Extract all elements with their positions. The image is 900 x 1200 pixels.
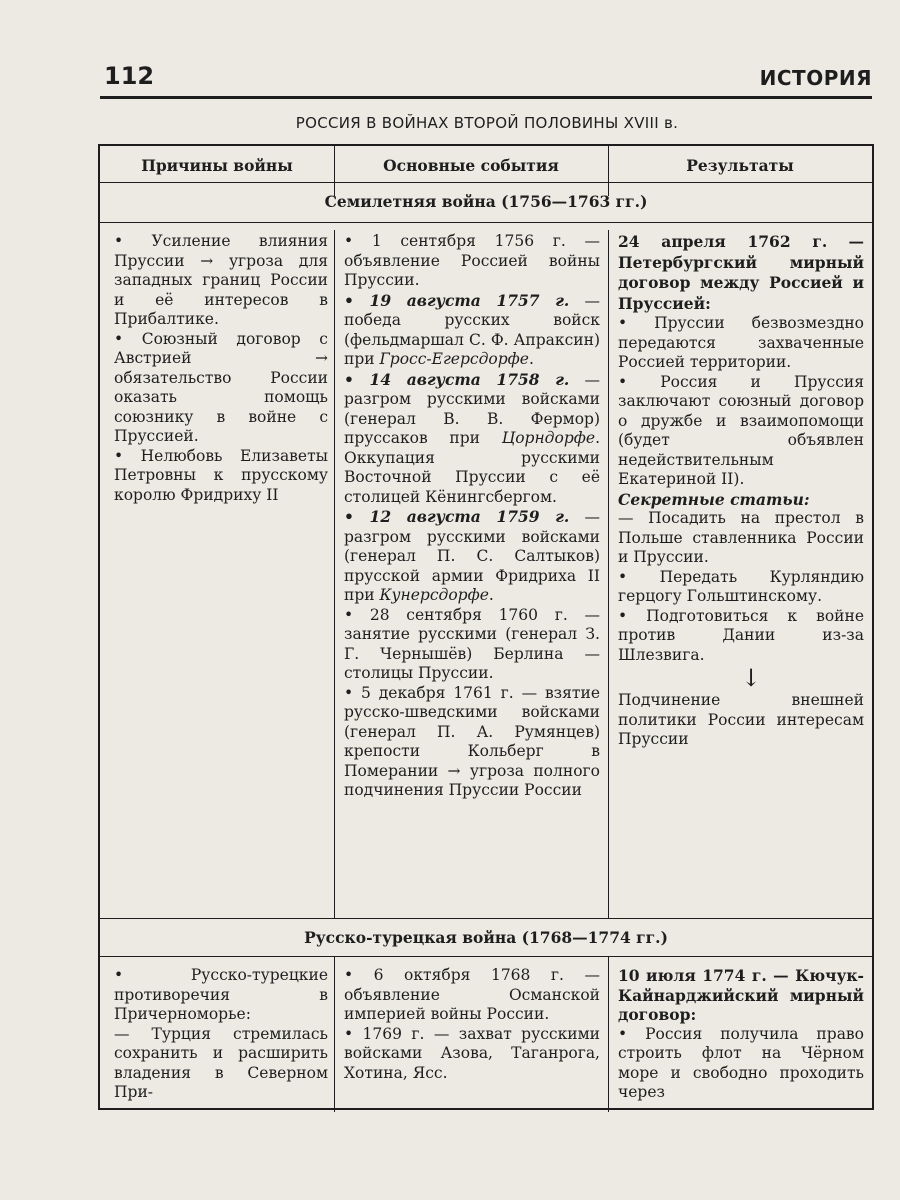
history-table bbox=[98, 144, 874, 1110]
cause-item: • Русско-турецкие противоречия в Причерноморье: bbox=[114, 966, 328, 1023]
causes-cell bbox=[114, 966, 328, 1103]
section-title: ИСТОРИЯ bbox=[759, 66, 872, 90]
events-cell bbox=[344, 232, 600, 801]
results-cell bbox=[618, 232, 864, 750]
event-item: • 6 октября 1768 г. — объявление Османской империей войны России. bbox=[344, 966, 600, 1023]
event-item: • 14 августа 1758 г. — разгром русскими войсками (генерал В. В. Фермор) пруссаков при Цорндорфе. Оккупация русскими Восточной Пруссии с её столицей Кёнингсбергом. bbox=[344, 369, 600, 506]
down-arrow-icon: ↓ bbox=[740, 664, 762, 692]
column-divider bbox=[334, 230, 335, 918]
right-arrow-icon: → bbox=[447, 761, 461, 780]
column-header-results: Результаты bbox=[686, 156, 794, 175]
column-divider bbox=[608, 956, 609, 1112]
treaty-heading: 10 июля 1774 г. — Кючук-Кайнарджийский мирный договор: bbox=[618, 966, 864, 1024]
event-item: • 19 августа 1757 г. — победа русских войск (фельдмаршал С. Ф. Апраксин) при Гросс-Егерсдорфе. bbox=[344, 290, 600, 368]
treaty-heading: 24 апреля 1762 г. — Петербургский мирный договор между Россией и Пруссией: bbox=[618, 232, 864, 313]
secret-item: — Посадить на престол в Польше ставленника России и Пруссии. bbox=[618, 509, 864, 566]
cause-item: • Усиление влияния Пруссии → угроза для западных границ России и её интересов в Прибалтике. bbox=[114, 232, 328, 328]
header-row-divider bbox=[100, 182, 872, 183]
events-cell bbox=[344, 966, 600, 1083]
table-title: РОССИЯ В ВОЙНАХ ВТОРОЙ ПОЛОВИНЫ XVIII в. bbox=[295, 114, 679, 132]
result-item: • Россия и Пруссия заключают союзный договор о дружбе и взаимопомощи (будет объявлен недействительным Екатериной II). bbox=[618, 372, 864, 488]
war-title-divider bbox=[100, 956, 872, 957]
secret-item: • Передать Курляндию герцогу Гольштинскому. bbox=[618, 567, 864, 605]
column-header-causes: Причины войны bbox=[141, 156, 293, 175]
result-conclusion: Подчинение внешней политики России интересам Пруссии bbox=[618, 691, 864, 748]
header-rule bbox=[100, 96, 872, 99]
cause-item: • Союзный договор с Австрией → обязательство России оказать помощь союзнику в войне с Пруссией. bbox=[114, 329, 328, 445]
event-item: • 28 сентября 1760 г. — занятие русскими (генерал З. Г. Чернышёв) Берлина — столицы Пруссии. bbox=[344, 605, 600, 682]
cause-item: • Нелюбовь Елизаветы Петровны к прусскому королю Фридриху II bbox=[114, 446, 328, 504]
right-arrow-icon: → bbox=[200, 251, 214, 270]
results-cell bbox=[618, 966, 864, 1103]
column-divider bbox=[608, 230, 609, 918]
cause-item: — Турция стремилась сохранить и расширить владения в Северном При- bbox=[114, 1024, 328, 1101]
war-title: Русско-турецкая война (1768—1774 гг.) bbox=[304, 928, 668, 947]
column-header-events: Основные события bbox=[383, 156, 559, 175]
event-item: • 1769 г. — захват русскими войсками Азова, Таганрога, Хотина, Ясс. bbox=[344, 1024, 600, 1082]
secret-item: • Подготовиться к войне против Дании из-за Шлезвига. bbox=[618, 606, 864, 664]
right-arrow-icon: → bbox=[315, 349, 328, 367]
page-number: 112 bbox=[104, 62, 155, 90]
column-divider bbox=[334, 956, 335, 1112]
event-item: • 1 сентября 1756 г. — объявление Россией войны Пруссии. bbox=[344, 232, 600, 289]
war-title: Семилетняя война (1756—1763 гг.) bbox=[324, 192, 648, 211]
secret-articles-label: Секретные статьи: bbox=[618, 489, 810, 509]
result-item: • Россия получила право строить флот на Чёрном море и свободно проходить через bbox=[618, 1024, 864, 1101]
event-item: • 5 декабря 1761 г. — взятие русско-шведскими войсками (генерал П. А. Румянцев) крепости Кольберг в Померании → угроза полного подчинения Пруссии России bbox=[344, 683, 600, 799]
war-title-divider bbox=[100, 222, 872, 223]
result-item: • Пруссии безвозмездно передаются захваченные Россией территории. bbox=[618, 314, 864, 371]
causes-cell bbox=[114, 232, 328, 505]
event-item: • 12 августа 1759 г. — разгром русскими войсками (генерал П. С. Салтыков) прусской армии Фридриха II при Кунерсдорфе. bbox=[344, 507, 600, 604]
war-row-divider bbox=[100, 918, 872, 919]
